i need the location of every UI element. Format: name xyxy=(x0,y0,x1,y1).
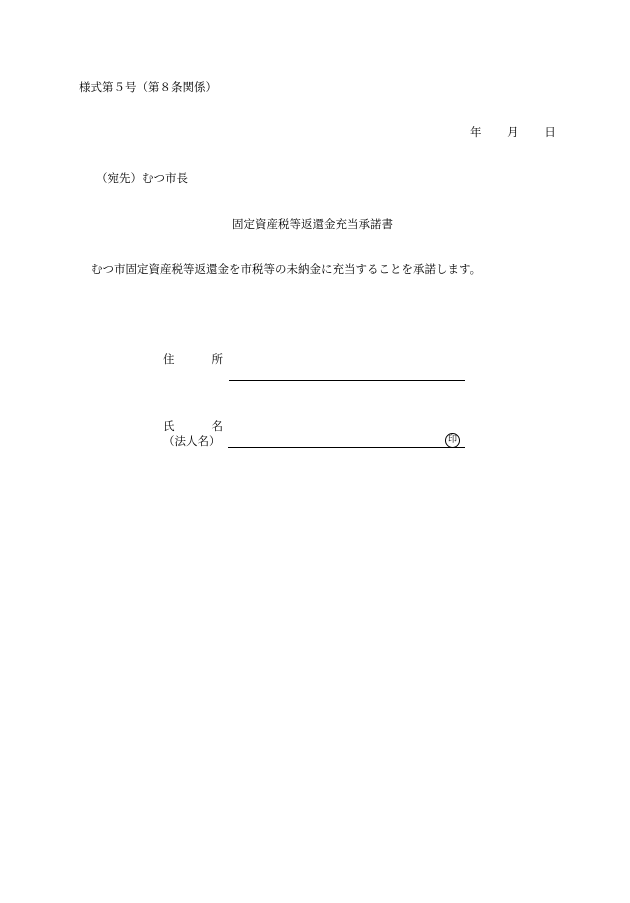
address-label xyxy=(163,351,223,367)
name-label-char1: 氏 xyxy=(163,419,175,433)
name-label xyxy=(163,418,223,434)
name-label-char2: 名 xyxy=(211,419,223,433)
month-unit: 月 xyxy=(507,125,519,139)
day-unit: 日 xyxy=(544,125,556,139)
address-label-char1: 住 xyxy=(163,352,175,366)
form-number: 様式第５号（第８条関係） xyxy=(79,80,217,94)
address-field[interactable] xyxy=(229,380,465,381)
consent-statement: むつ市固定資産税等返還金を市税等の未納金に充当することを承諾します。 xyxy=(91,262,482,276)
name-field[interactable] xyxy=(228,447,465,448)
corporate-name-label: （法人名） xyxy=(163,434,221,448)
document-title: 固定資産税等返還金充当承諾書 xyxy=(232,217,393,231)
address-label-char2: 所 xyxy=(211,352,223,366)
addressee: （宛先）むつ市長 xyxy=(96,171,188,185)
date-row xyxy=(470,124,556,140)
seal-mark: 印 xyxy=(445,433,460,448)
year-unit: 年 xyxy=(470,125,482,139)
